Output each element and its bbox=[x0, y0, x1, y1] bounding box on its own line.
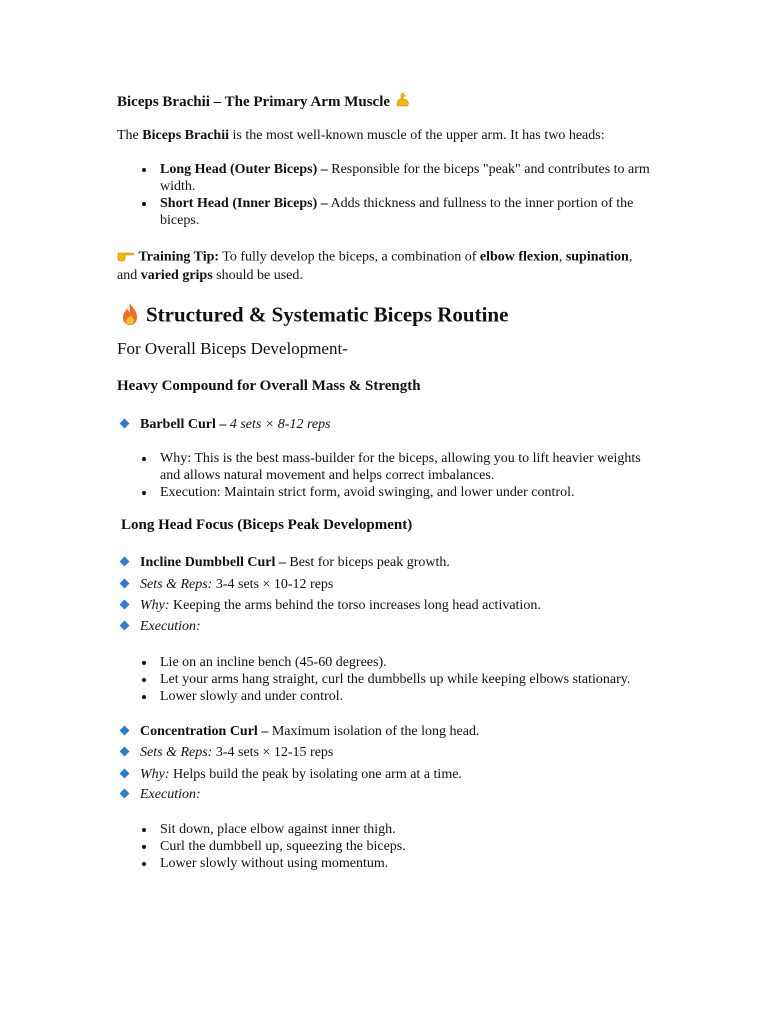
incline-execution-steps bbox=[138, 654, 680, 705]
pointing-hand-icon bbox=[117, 248, 135, 267]
exercise-concentration-curl: Concentration Curl – Maximum isolation of the long head. bbox=[140, 724, 480, 739]
incline-why: Why: Keeping the arms behind the torso increases long head activation. bbox=[140, 598, 541, 613]
barbell-curl-details bbox=[138, 450, 660, 501]
flexed-biceps-icon bbox=[394, 91, 412, 114]
training-tip: Training Tip: To fully develop the biceps, a combination of elbow flexion, supination, and varied grips should be used. bbox=[117, 249, 633, 283]
biceps-heads-list bbox=[138, 161, 660, 229]
term-biceps-brachii: Biceps Brachii bbox=[142, 128, 229, 143]
list-item: Let your arms hang straight, curl the dumbbells up while keeping elbows stationary. bbox=[138, 671, 680, 688]
concentration-execution-steps bbox=[138, 821, 660, 872]
section-heading-biceps-brachii bbox=[117, 91, 412, 114]
diamond-bullet-icon bbox=[120, 621, 130, 631]
diamond-bullet-icon bbox=[120, 747, 130, 757]
diamond-bullet-icon bbox=[120, 789, 130, 799]
exercise-incline-dumbbell-curl: Incline Dumbbell Curl – Best for biceps peak growth. bbox=[140, 555, 450, 570]
routine-subtitle: For Overall Biceps Development- bbox=[117, 339, 348, 358]
diamond-bullet-icon bbox=[120, 600, 130, 610]
list-item: Lower slowly and under control. bbox=[138, 688, 660, 705]
concentration-execution-label: Execution: bbox=[140, 787, 201, 802]
intro-paragraph: The Biceps Brachii is the most well-known muscle of the upper arm. It has two heads: bbox=[117, 128, 605, 143]
concentration-why: Why: Helps build the peak by isolating one arm at a time. bbox=[140, 767, 462, 782]
incline-execution-label: Execution: bbox=[140, 619, 201, 634]
list-item: Execution: Maintain strict form, avoid swinging, and lower under control. bbox=[138, 484, 660, 501]
incline-sets-reps: Sets & Reps: 3-4 sets × 10-12 reps bbox=[140, 577, 334, 592]
list-item: Curl the dumbbell up, squeezing the biceps. bbox=[138, 838, 660, 855]
diamond-bullet-icon bbox=[120, 726, 130, 736]
list-item: Sit down, place elbow against inner thigh. bbox=[138, 821, 660, 838]
list-item: Lie on an incline bench (45-60 degrees). bbox=[138, 654, 660, 671]
compound-heading: Heavy Compound for Overall Mass & Strength bbox=[117, 378, 421, 394]
diamond-bullet-icon bbox=[120, 769, 130, 779]
routine-title: Structured & Systematic Biceps Routine bbox=[120, 302, 508, 331]
concentration-sets-reps: Sets & Reps: 3-4 sets × 12-15 reps bbox=[140, 745, 334, 760]
list-item: Short Head (Inner Biceps) – Adds thickness and fullness to the inner portion of the biceps. bbox=[138, 195, 660, 229]
diamond-bullet-icon bbox=[120, 557, 130, 567]
diamond-bullet-icon bbox=[120, 419, 130, 429]
exercise-barbell-curl: Barbell Curl – 4 sets × 8-12 reps bbox=[140, 417, 331, 432]
diamond-bullet-icon bbox=[120, 579, 130, 589]
list-item: Why: This is the best mass-builder for the biceps, allowing you to lift heavier weights and allows natural movement and helps correct imbalances. bbox=[138, 450, 660, 484]
fire-icon bbox=[120, 302, 140, 331]
list-item: Long Head (Outer Biceps) – Responsible for the biceps "peak" and contributes to arm width. bbox=[138, 161, 660, 195]
long-head-heading: Long Head Focus (Biceps Peak Development) bbox=[121, 517, 413, 533]
list-item: Lower slowly without using momentum. bbox=[138, 855, 660, 872]
heading-text: Biceps Brachii – The Primary Arm Muscle bbox=[117, 93, 391, 110]
